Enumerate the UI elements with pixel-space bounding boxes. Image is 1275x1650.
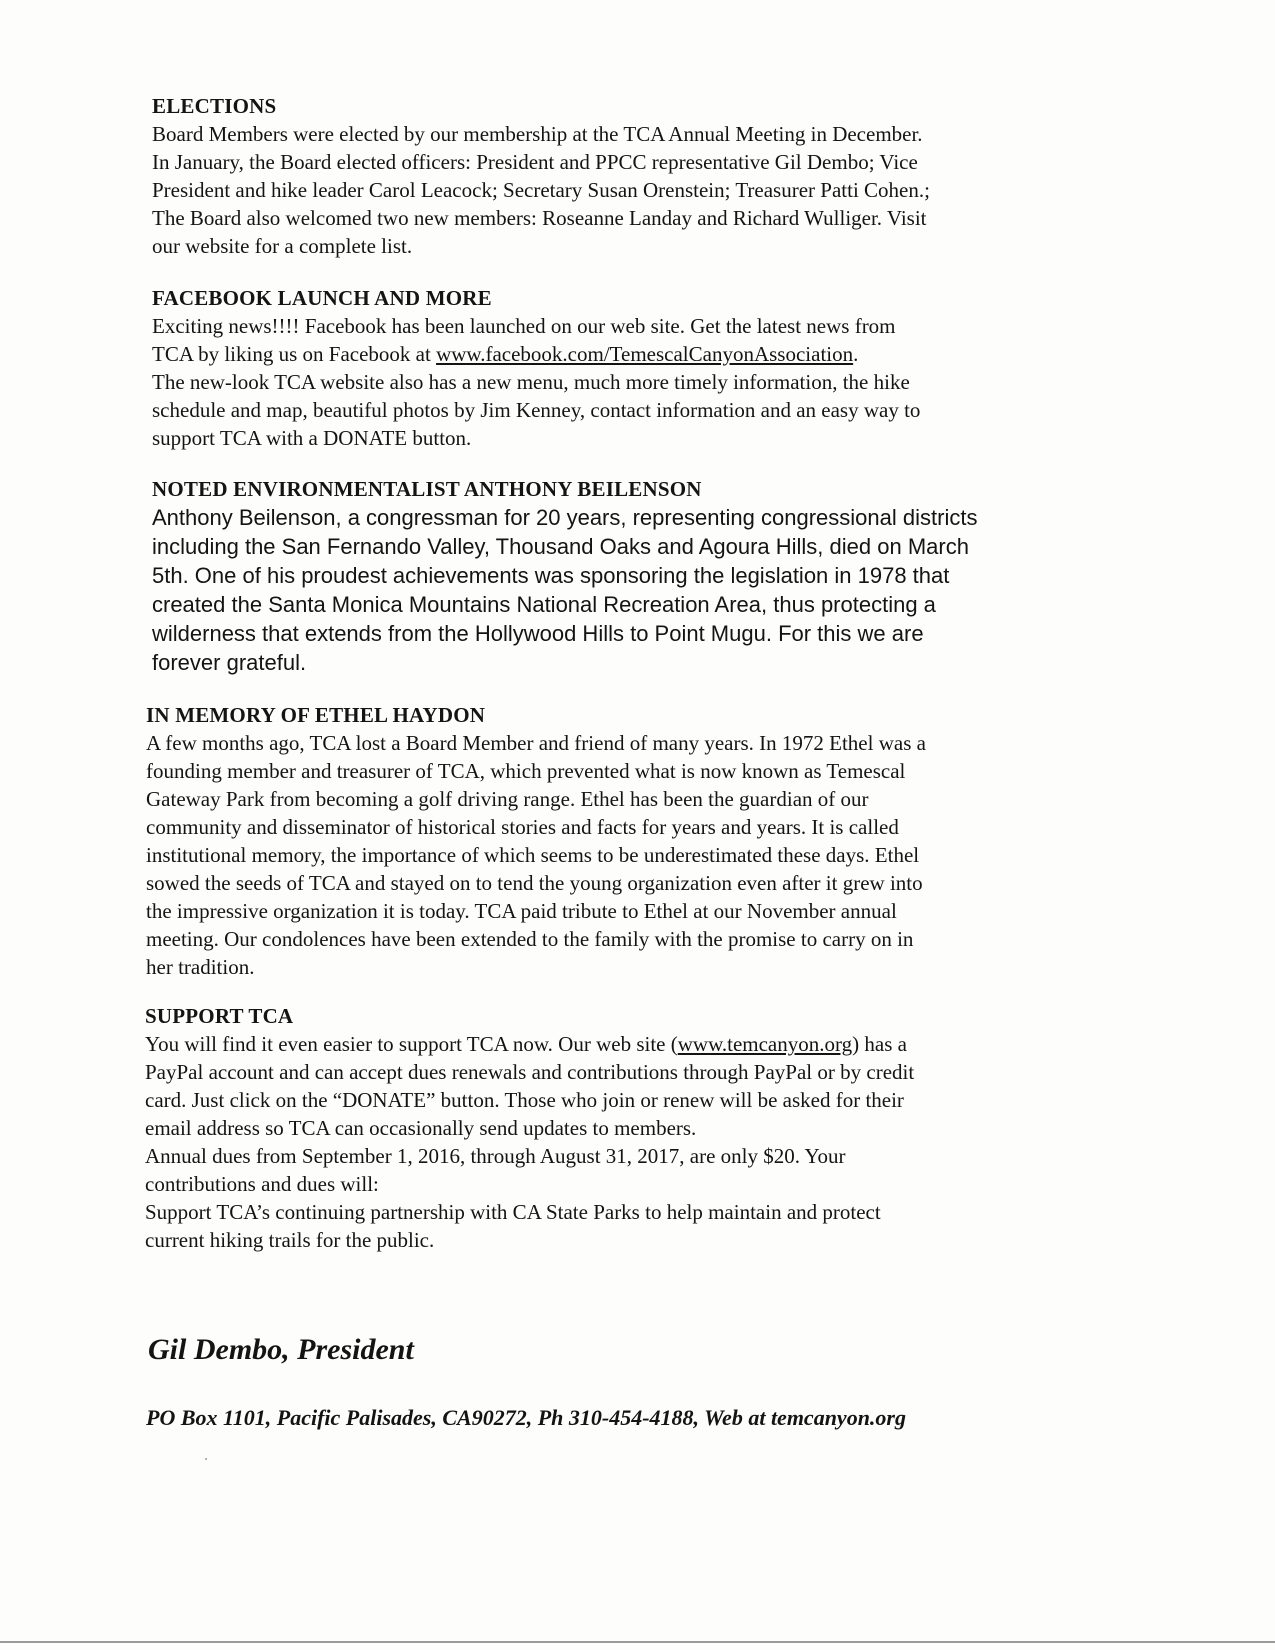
facebook-link[interactable]: www.facebook.com/TemescalCanyonAssociation <box>436 342 854 366</box>
text-line: sowed the seeds of TCA and stayed on to tend the young organization even after it grew into <box>146 871 923 895</box>
text-line: Annual dues from September 1, 2016, through August 31, 2017, are only $20. Your <box>145 1144 846 1168</box>
section-heading: SUPPORT TCA <box>145 1004 294 1028</box>
text-line: Anthony Beilenson, a congressman for 20 years, representing congressional districts <box>152 505 978 530</box>
text-line: Gateway Park from becoming a golf driving range. Ethel has been the guardian of our <box>146 787 869 811</box>
section-heading: FACEBOOK LAUNCH AND MORE <box>152 286 492 310</box>
text-line: The Board also welcomed two new members: Roseanne Landay and Richard Wulliger. Visit <box>152 206 927 230</box>
text-line: our website for a complete list. <box>152 234 413 258</box>
text-line: including the San Fernando Valley, Thousand Oaks and Agoura Hills, died on March <box>152 534 969 559</box>
section-haydon <box>146 702 1106 981</box>
signature: Gil Dembo, President <box>148 1333 414 1366</box>
section-body <box>152 503 1112 677</box>
text-line: her tradition. <box>146 955 255 979</box>
text-line: In January, the Board elected officers: President and PPCC representative Gil Dembo; Vice <box>152 150 918 174</box>
scan-speck <box>205 1458 207 1460</box>
text-fragment: You will find it even easier to support TCA now. Our web site ( <box>145 1032 678 1056</box>
text-line: 5th. One of his proudest achievements was sponsoring the legislation in 1978 that <box>152 563 950 588</box>
section-elections <box>152 93 1112 260</box>
text-line: meeting. Our condolences have been extended to the family with the promise to carry on in <box>146 927 914 951</box>
section-heading: NOTED ENVIRONMENTALIST ANTHONY BEILENSON <box>152 477 702 501</box>
text-line: the impressive organization it is today. TCA paid tribute to Ethel at our November annual <box>146 899 897 923</box>
section-body <box>146 729 1106 981</box>
text-line: Support TCA’s continuing partnership with CA State Parks to help maintain and protect <box>145 1200 881 1224</box>
text-line-with-link <box>145 1030 1105 1058</box>
text-line: institutional memory, the importance of which seems to be underestimated these days. Ethel <box>146 843 920 867</box>
website-link[interactable]: www.temcanyon.org <box>677 1032 853 1056</box>
text-line: card. Just click on the “DONATE” button. Those who join or renew will be asked for their <box>145 1088 904 1112</box>
text-line: Board Members were elected by our membership at the TCA Annual Meeting in December. <box>152 122 923 146</box>
text-line: support TCA with a DONATE button. <box>152 426 472 450</box>
text-line: PayPal account and can accept dues renewals and contributions through PayPal or by credit <box>145 1060 915 1084</box>
text-line: community and disseminator of historical stories and facts for years and years. It is called <box>146 815 899 839</box>
section-support <box>145 1003 1105 1254</box>
text-line: Exciting news!!!! Facebook has been launched on our web site. Get the latest news from <box>152 314 896 338</box>
text-line-with-link <box>152 340 1112 368</box>
text-line: wilderness that extends from the Hollywood Hills to Point Mugu. For this we are <box>152 621 924 646</box>
section-body <box>152 312 1112 452</box>
text-line: schedule and map, beautiful photos by Jim Kenney, contact information and an easy way to <box>152 398 921 422</box>
text-line: President and hike leader Carol Leacock; Secretary Susan Orenstein; Treasurer Patti Cohen.; <box>152 178 930 202</box>
section-body <box>152 120 1112 260</box>
bottom-rule <box>0 1641 1275 1643</box>
section-facebook <box>152 285 1112 452</box>
text-line: created the Santa Monica Mountains National Recreation Area, thus protecting a <box>152 592 936 617</box>
text-fragment: ) has a <box>852 1032 907 1056</box>
text-line: current hiking trails for the public. <box>145 1228 435 1252</box>
text-line: forever grateful. <box>152 650 307 675</box>
text-line: founding member and treasurer of TCA, which prevented what is now known as Temescal <box>146 759 906 783</box>
text-fragment: . <box>853 342 859 366</box>
section-heading: ELECTIONS <box>152 94 277 118</box>
text-line: contributions and dues will: <box>145 1172 379 1196</box>
section-heading: IN MEMORY OF ETHEL HAYDON <box>146 703 486 727</box>
section-beilenson <box>152 476 1112 677</box>
text-line: A few months ago, TCA lost a Board Member and friend of many years. In 1972 Ethel was a <box>146 731 926 755</box>
text-line: The new-look TCA website also has a new menu, much more timely information, the hike <box>152 370 910 394</box>
section-body <box>145 1030 1105 1254</box>
footer-contact: PO Box 1101, Pacific Palisades, CA90272, Ph 310-454-4188, Web at temcanyon.org <box>146 1405 906 1430</box>
text-line: email address so TCA can occasionally send updates to members. <box>145 1116 697 1140</box>
text-fragment: TCA by liking us on Facebook at <box>152 342 437 366</box>
